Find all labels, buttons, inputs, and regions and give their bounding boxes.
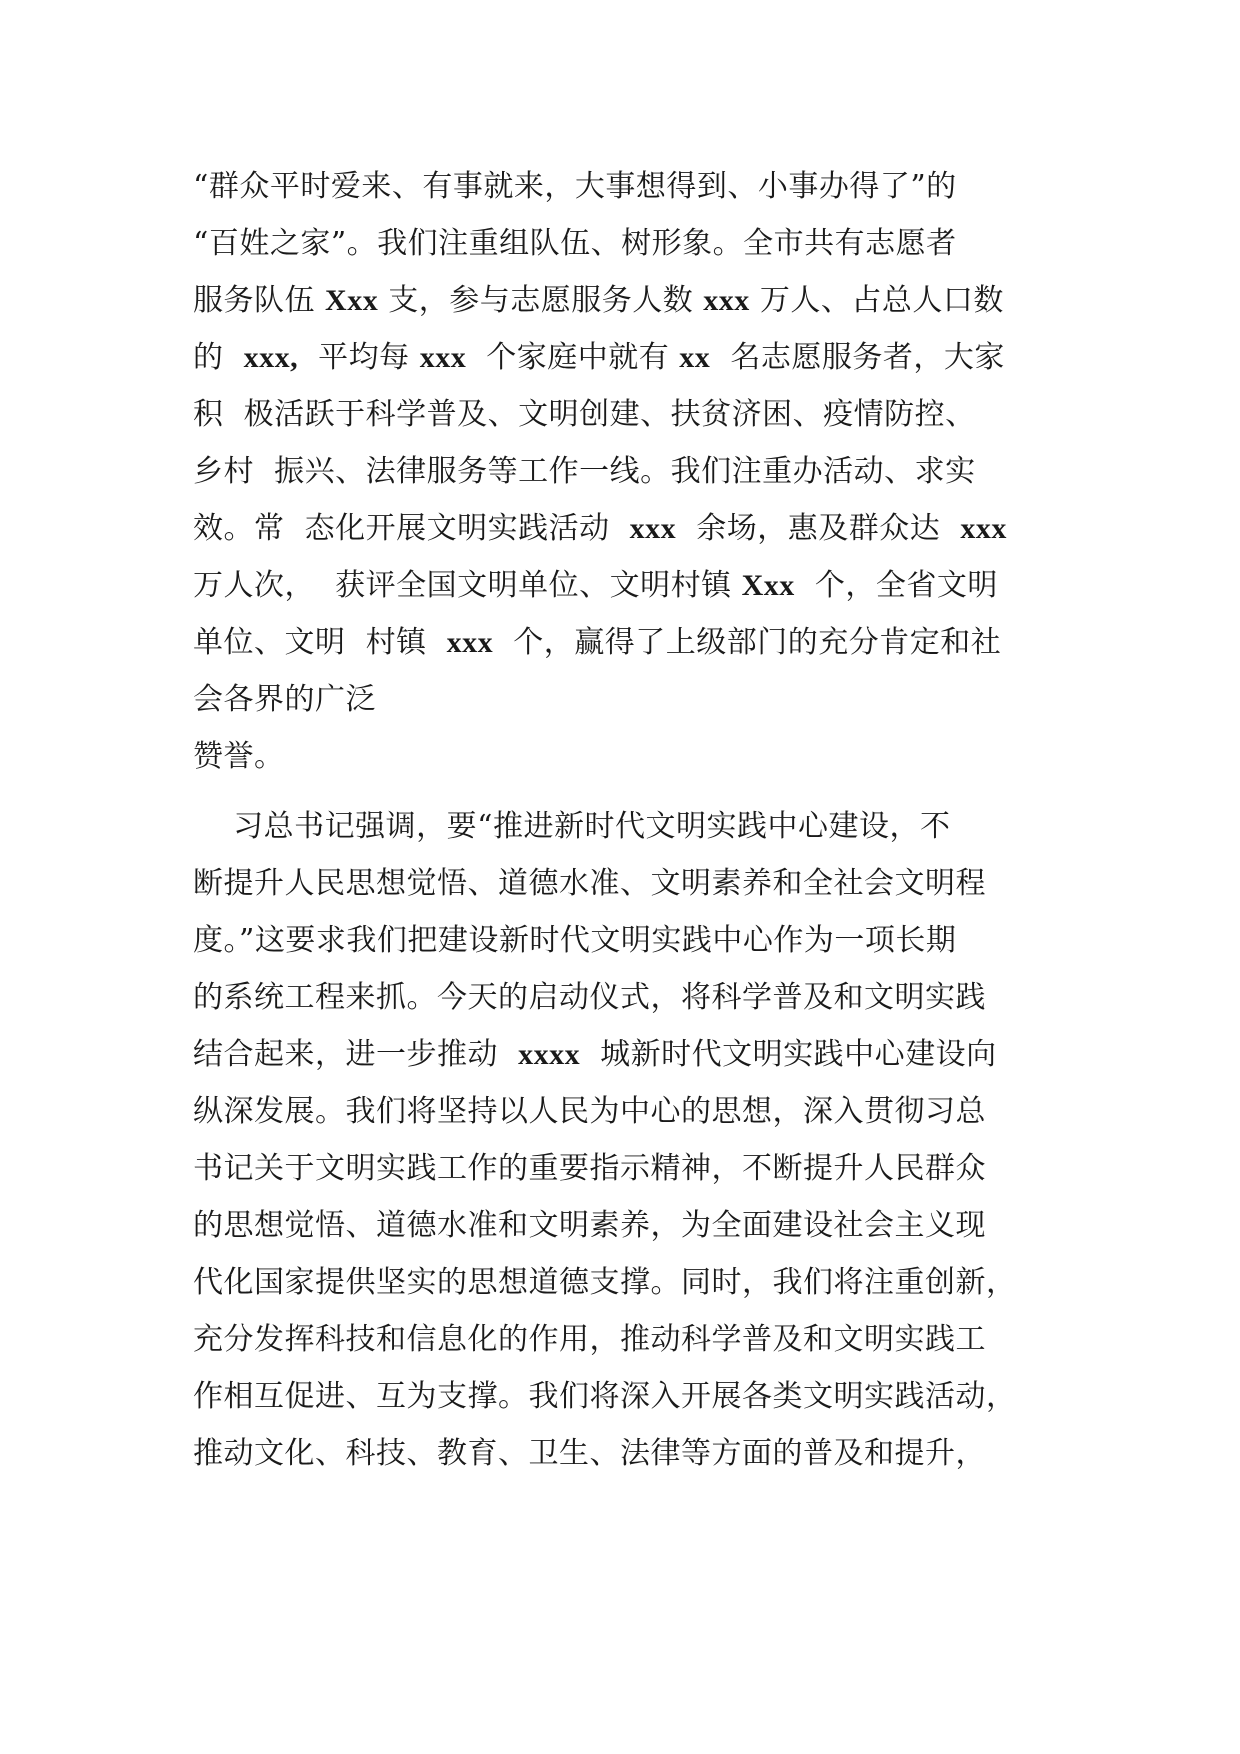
text-segment: “群众平时爱来、有事就来，大事想得到、小事办得了”的	[193, 169, 957, 204]
text-segment: 乡村 振兴、法律服务等工作一线。我们注重办活动、求实	[193, 454, 976, 489]
text-line	[193, 912, 1063, 969]
text-segment: 的思想觉悟、道德水准和文明素养，为全面建设社会主义现	[193, 1208, 986, 1243]
bold-placeholder: Xxx	[741, 569, 795, 602]
text-line	[193, 855, 1063, 912]
text-line	[193, 1140, 1063, 1197]
text-segment: 度。”这要求我们把建设新时代文明实践中心作为一项长期	[193, 923, 957, 958]
text-segment: 名志愿服务者，大家	[710, 340, 1005, 375]
text-line	[193, 158, 1063, 215]
text-segment: 城新时代文明实践中心建设向	[580, 1037, 997, 1072]
text-segment: “百姓之家”。我们注重组队伍、树形象。全市共有志愿者	[193, 226, 957, 261]
text-segment: 万人次， 获评全国文明单位、文明村镇	[193, 568, 742, 603]
text-line	[193, 1254, 1063, 1311]
text-line	[193, 1026, 1063, 1083]
text-segment: 平均每	[298, 340, 420, 375]
text-line	[193, 1311, 1063, 1368]
text-segment: 单位、文明 村镇	[193, 625, 447, 660]
text-segment: 纵深发展。我们将坚持以人民为中心的思想，深入贯彻习总	[193, 1094, 986, 1129]
text-segment: 断提升人民思想觉悟、道德水准、文明素养和全社会文明程	[193, 866, 986, 901]
text-line	[193, 215, 1063, 272]
bold-placeholder: xxxx	[518, 1038, 581, 1071]
text-line	[193, 671, 1063, 728]
bold-placeholder: xxx	[446, 626, 494, 659]
text-segment: 的	[193, 340, 244, 375]
text-segment: 赞誉。	[193, 739, 285, 774]
text-segment: 个家庭中就有	[466, 340, 680, 375]
document-body	[193, 158, 1063, 1482]
text-line	[193, 1083, 1063, 1140]
text-segment: 万人、占总人口数	[749, 283, 1004, 318]
text-segment: 充分发挥科技和信息化的作用，推动科学普及和文明实践工	[193, 1322, 986, 1357]
text-segment: 个，赢得了上级部门的充分肯定和社	[493, 625, 1002, 660]
text-segment: 个，全省文明	[794, 568, 998, 603]
text-segment: 代化国家提供坚实的思想道德支撑。同时，我们将注重创新，	[193, 1265, 1017, 1300]
text-segment: 作相互促进、互为支撑。我们将深入开展各类文明实践活动，	[193, 1379, 1017, 1414]
bold-placeholder: xxx	[960, 512, 1007, 545]
bold-placeholder: xxx	[419, 341, 467, 374]
text-line	[193, 329, 1063, 386]
text-line	[193, 1368, 1063, 1425]
bold-placeholder: xxx	[629, 512, 677, 545]
text-line	[193, 443, 1063, 500]
text-segment: 推动文化、科技、教育、卫生、法律等方面的普及和提升，	[193, 1436, 986, 1471]
bold-placeholder: Xxx	[325, 284, 379, 317]
text-segment: 会各界的广泛	[193, 682, 376, 717]
text-segment: 支，参与志愿服务人数	[378, 283, 704, 318]
bold-placeholder: xxx,	[243, 341, 299, 374]
text-segment: 结合起来，进一步推动	[193, 1037, 519, 1072]
text-line	[193, 500, 1063, 557]
text-segment: 余场，惠及群众达	[676, 511, 961, 546]
text-segment: 习总书记强调，要“推进新时代文明实践中心建设，不	[193, 809, 951, 844]
text-line	[193, 386, 1063, 443]
text-line	[193, 969, 1063, 1026]
text-line	[193, 557, 1063, 614]
text-line	[193, 614, 1063, 671]
text-line	[193, 728, 1063, 785]
text-segment: 服务队伍	[193, 283, 326, 318]
bold-placeholder: xxx	[703, 284, 750, 317]
text-segment: 积 极活跃于科学普及、文明创建、扶贫济困、疫情防控、	[193, 397, 976, 432]
bold-placeholder: xx	[679, 341, 711, 374]
text-line	[193, 798, 1063, 855]
text-segment: 效。常 态化开展文明实践活动	[193, 511, 630, 546]
text-line	[193, 272, 1063, 329]
text-line	[193, 1425, 1063, 1482]
text-segment: 书记关于文明实践工作的重要指示精神，不断提升人民群众	[193, 1151, 986, 1186]
text-segment: 的系统工程来抓。今天的启动仪式，将科学普及和文明实践	[193, 980, 986, 1015]
text-line	[193, 1197, 1063, 1254]
